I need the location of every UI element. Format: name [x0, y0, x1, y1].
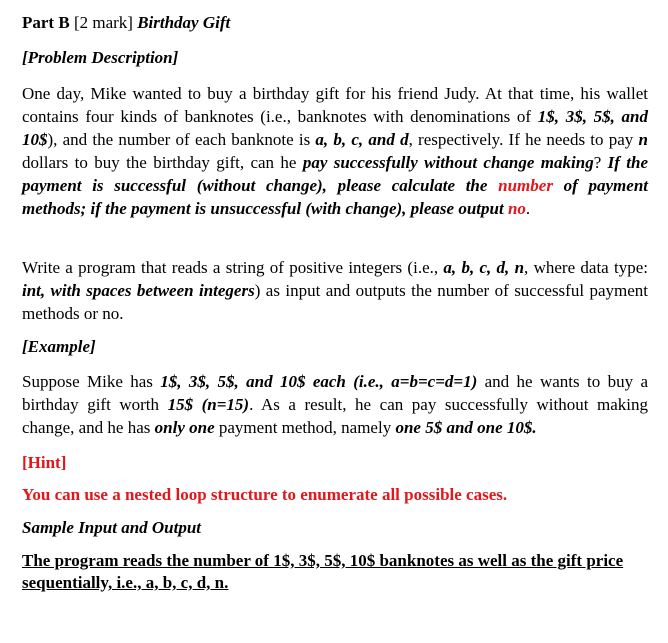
- hint-text: You can use a nested loop structure to enumerate all possible cases.: [22, 485, 508, 504]
- example-paragraph: Suppose Mike has 1$, 3$, 5$, and 10$ each (i.e., a=b=c=d=1) and he wants to buy a birthday gift worth 15$ (n=15). As a result, he can pay successfully without making change, and he has only one payment method, namely one 5$ and one 10$.: [22, 372, 649, 437]
- sample-note: The program reads the number of 1$, 3$, 5$, 10$ banknotes as well as the gift price sequentially, i.e., a, b, c, d, n.: [22, 551, 624, 592]
- part-mark: [2 mark]: [73, 13, 133, 32]
- sample-heading: Sample Input and Output: [22, 518, 202, 537]
- problem-paragraph: One day, Mike wanted to buy a birthday gift for his friend Judy. At that time, his wallet contains four kinds of banknotes (i.e., banknotes with denominations of 1$, 3$, 5$, and 10$), and the number of each banknote is a, b, c, and d, respectively. If he needs to pay n dollars to buy the birthday gift, can he pay successfully without change making? If the payment is successful (without change), please calculate the number of payment methods; if the payment is unsuccessful (with change), please output no.: [22, 84, 648, 218]
- part-heading: [22, 13, 230, 33]
- part-title: Birthday Gift: [137, 13, 231, 32]
- example-heading: [Example]: [22, 337, 96, 356]
- highlight-no: no: [507, 199, 526, 218]
- input-description-paragraph: Write a program that reads a string of positive integers (i.e., a, b, c, d, n, where data type: int, with spaces between integers) as input and outputs the number of successful payment methods or no.: [22, 258, 649, 323]
- problem-heading: [Problem Description]: [22, 48, 179, 67]
- hint-heading: [Hint]: [22, 453, 67, 472]
- highlight-number: number: [498, 176, 553, 195]
- part-label: Part B: [22, 13, 70, 32]
